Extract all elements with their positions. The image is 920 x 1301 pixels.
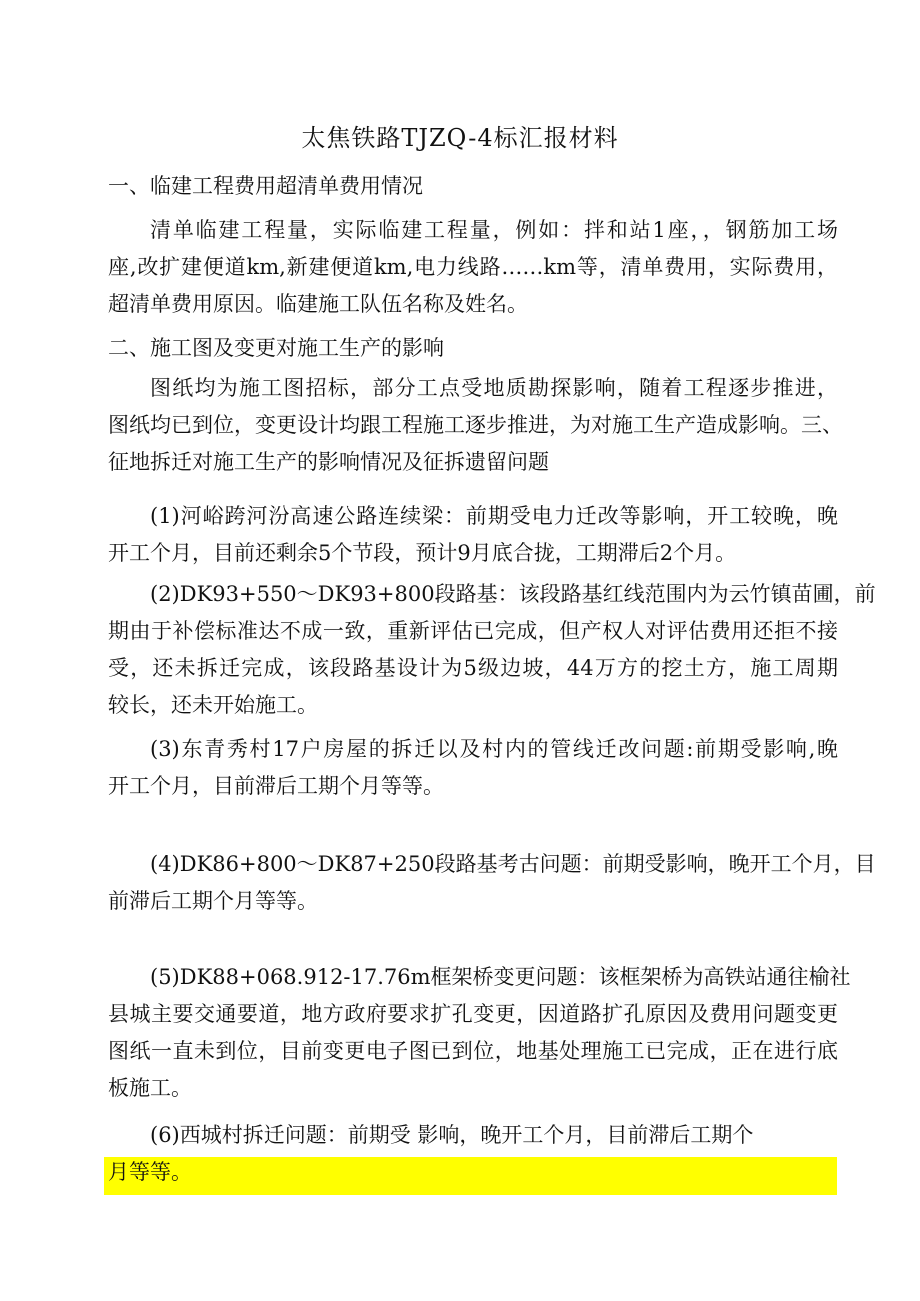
paragraph-line: (1)河峪跨河汾高速公路连续梁：前期受电力迁改等影响，开工较晚，晚 xyxy=(150,504,838,528)
item-5-paragraph xyxy=(108,959,851,1107)
paragraph-line: 期由于补偿标准达不成一致，重新评估已完成，但产权人对评估费用还拒不接 xyxy=(108,619,838,643)
paragraph-line: 图纸均为施工图招标，部分工点受地质勘探影响，随着工程逐步推进， xyxy=(150,376,838,400)
paragraph-line: (2)DK93+550～DK93+800段路基：该段路基红线范围内为云竹镇苗圃，前 xyxy=(150,582,876,606)
paragraph-line: 受，还未拆迁完成，该段路基设计为5级边坡，44万方的挖土方，施工周期 xyxy=(108,656,838,680)
item-6-paragraph xyxy=(108,1117,838,1191)
paragraph-line: 座,改扩建便道km,新建便道km,电力线路……km等，清单费用，实际费用， xyxy=(108,255,838,279)
section-1-heading: 一、临建工程费用超清单费用情况 xyxy=(108,174,423,198)
paragraph-line: 清单临建工程量，实际临建工程量，例如：拌和站1座，，钢筋加工场 xyxy=(150,218,838,242)
item-3-paragraph xyxy=(108,731,838,805)
paragraph-line: (5)DK88+068.912-17.76m框架桥变更问题：该框架桥为高铁站通往榆社 xyxy=(150,965,851,989)
paragraph-line: (3)东青秀村17户房屋的拆迁以及村内的管线迁改问题:前期受影响,晚 xyxy=(150,737,838,761)
paragraph-line: 县城主要交通要道，地方政府要求扩孔变更，因道路扩孔原因及费用问题变更 xyxy=(108,1002,838,1026)
paragraph-line: 板施工。 xyxy=(108,1076,192,1100)
paragraph-line: 较长，还未开始施工。 xyxy=(108,693,318,717)
paragraph-line: (6)西城村拆迁问题：前期受 影响，晚开工个月，目前滞后工期个 xyxy=(150,1123,754,1147)
section-2-heading: 二、施工图及变更对施工生产的影响 xyxy=(108,336,444,360)
section-1-paragraph xyxy=(108,212,838,323)
paragraph-line: 征地拆迁对施工生产的影响情况及征拆遗留问题 xyxy=(108,450,549,474)
paragraph-line: (4)DK86+800～DK87+250段路基考古问题：前期受影响，晚开工个月，目 xyxy=(150,852,876,876)
paragraph-line-highlighted: 月等等。 xyxy=(108,1160,192,1184)
item-2-paragraph xyxy=(108,576,876,724)
paragraph-line: 图纸均已到位，变更设计均跟工程施工逐步推进，为对施工生产造成影响。三、 xyxy=(108,413,843,437)
paragraph-line: 超清单费用原因。临建施工队伍名称及姓名。 xyxy=(108,292,528,316)
paragraph-line: 前滞后工期个月等等。 xyxy=(108,889,318,913)
paragraph-line: 开工个月，目前还剩余5个节段，预计9月底合拢，工期滞后2个月。 xyxy=(108,541,737,565)
item-4-paragraph xyxy=(108,846,876,920)
paragraph-line: 开工个月，目前滞后工期个月等等。 xyxy=(108,774,444,798)
section-2-paragraph xyxy=(108,370,843,481)
document-title: 太焦铁路TJZQ-4标汇报材料 xyxy=(301,124,619,152)
item-1-paragraph xyxy=(108,498,838,572)
paragraph-line: 图纸一直未到位，目前变更电子图已到位，地基处理施工已完成，正在进行底 xyxy=(108,1039,838,1063)
